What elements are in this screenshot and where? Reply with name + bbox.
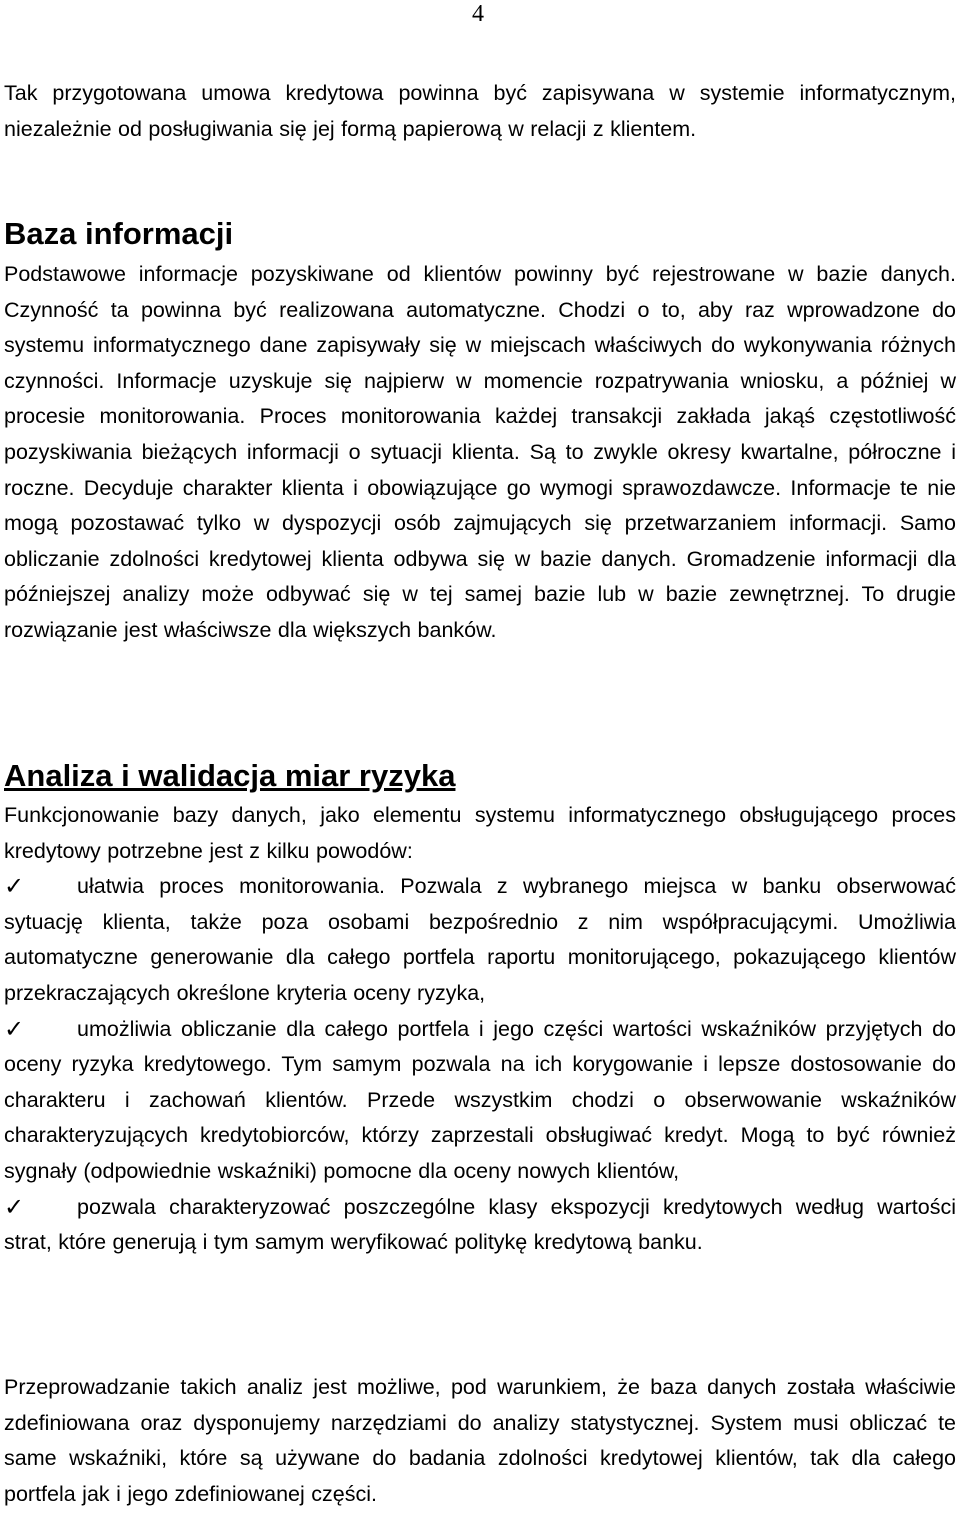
list-item [4, 869, 956, 1011]
section-heading-analiza: Analiza i walidacja miar ryzyka [4, 758, 456, 793]
intro-paragraph: Tak przygotowana umowa kredytowa powinna być zapisywana w systemie informatycznym, niezależnie od posługiwania się jej formą papierową w relacji z klientem. [4, 81, 956, 141]
list-item [4, 1012, 956, 1190]
analiza-intro: Funkcjonowanie bazy danych, jako elementu systemu informatycznego obsługującego proces kredytowy potrzebne jest z kilku powodów: [4, 803, 956, 863]
section-paragraph-baza-informacji: Podstawowe informacje pozyskiwane od klientów powinny być rejestrowane w bazie danych. Czynność ta powinna być realizowana automatyczne. Chodzi o to, aby raz wprowadzone do systemu informatycznego dane zapisywały się w miejscach właściwych do wykonywania różnych czynności. Informacje uzyskuje się najpierw w momencie rozpatrywania wniosku, a później w procesie monitorowania. Proces monitorowania każdej transakcji zakłada jakąś częstotliwość pozyskiwania bieżących informacji o sytuacji klienta. Są to zwykle okresy kwartalne, półroczne i roczne. Decyduje charakter klienta i obowiązujące go wymogi sprawozdawcze. Informacje te nie mogą pozostawać tylko w dyspozycji osób zajmujących się przetwarzaniem informacji. Samo obliczanie zdolności kredytowej klienta odbywa się w bazie danych. Gromadzenie informacji dla późniejszej analizy może odbywać się w tej samej bazie lub w bazie zewnętrznej. To drugie rozwiązanie jest właściwsze dla większych banków. [4, 262, 956, 642]
check-icon: ✓ [4, 1014, 25, 1043]
list-item-text: pozwala charakteryzować poszczególne klasy ekspozycji kredytowych według wartości strat, które generują i tym samym weryfikować politykę kredytową banku. [4, 1194, 956, 1255]
check-icon: ✓ [4, 1192, 25, 1221]
closing-paragraph: Przeprowadzanie takich analiz jest możliwe, pod warunkiem, że baza danych została właściwie zdefiniowana oraz dysponujemy narzędziami do analizy statystycznej. System musi obliczać te same wskaźniki, które są używane do badania zdolności kredytowej klientów, tak dla całego portfela jak i jego zdefiniowanej części. [4, 1375, 956, 1506]
page-number: 4 [472, 1, 484, 27]
list-item-text: umożliwia obliczanie dla całego portfela i jego części wartości wskaźników przyjętych do oceny ryzyka kredytowego. Tym samym pozwala na ich korygowanie i lepsze dostosowanie do charakteru i zachowań klientów. Przede wszystkim chodzi o obserwowanie wskaźników charakteryzujących kredytobiorców, którzy zaprzestali obsługiwać kredyt. Mogą to być również sygnały (odpowiednie wskaźniki) pomocne dla oceny nowych klientów, [4, 1016, 956, 1183]
section-content-analiza [4, 798, 956, 1261]
list-item-text: ułatwia proces monitorowania. Pozwala z wybranego miejsca w banku obserwować sytuację klienta, także poza osobami bezpośrednio z nim współpracującymi. Umożliwia automatyczne generowanie dla całego portfela raportu monitorującego, pokazującego klientów przekraczających określone kryteria oceny ryzyka, [4, 874, 956, 1005]
list-item [4, 1190, 956, 1261]
check-icon: ✓ [4, 872, 25, 901]
section-heading-baza-informacji: Baza informacji [4, 216, 234, 251]
